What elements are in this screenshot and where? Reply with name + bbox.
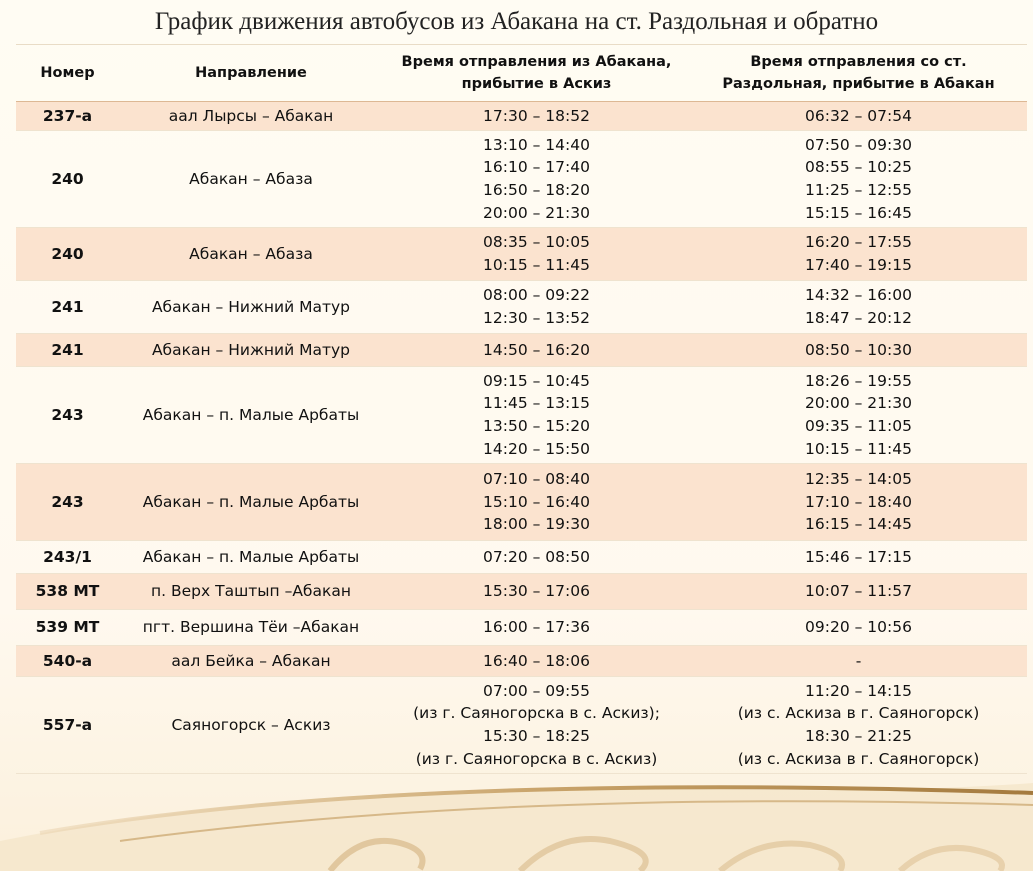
- time-entry: 13:10 – 14:40: [483, 135, 590, 154]
- direction-cell: Абакан – п. Малые Арбаты: [119, 541, 383, 574]
- route-number-cell: 557-а: [16, 677, 119, 774]
- time-entry: 16:50 – 18:20: [483, 181, 590, 199]
- time-entry: 07:50 – 09:30: [805, 135, 912, 154]
- route-number-cell: 243/1: [16, 541, 119, 574]
- time-entry: 17:10 – 18:40: [805, 492, 912, 511]
- time-entry: 18:47 – 20:12: [805, 309, 912, 327]
- departure-from-station-cell: [690, 646, 1027, 677]
- column-header-from-abakan-line1: Время отправления из Абакана,: [401, 54, 672, 70]
- departure-from-station-cell: [690, 281, 1027, 334]
- time-entry: 07:00 – 09:55: [483, 681, 590, 700]
- departure-from-station-cell: [690, 541, 1027, 574]
- departure-from-station-cell: [690, 574, 1027, 610]
- time-entry: (из с. Аскиза в г. Саяногорск): [737, 749, 980, 768]
- direction-cell: аал Бейка – Абакан: [119, 646, 383, 677]
- time-entry: 16:20 – 17:55: [805, 233, 912, 252]
- page-title: График движения автобусов из Абакана на ст. Раздольная и обратно: [154, 8, 879, 35]
- time-entry: 15:10 – 16:40: [483, 492, 590, 511]
- time-entry: 09:35 – 11:05: [805, 417, 912, 435]
- departure-from-station-cell: [690, 677, 1027, 774]
- direction-cell: Абакан – Нижний Матур: [119, 334, 383, 367]
- column-header-from-station-line1: Время отправления со ст.: [750, 54, 967, 70]
- departure-from-abakan-cell: [383, 228, 690, 281]
- table-row: [16, 334, 1027, 367]
- time-entry: 08:50 – 10:30: [805, 340, 912, 359]
- column-header-from-abakan-line2: прибытие в Аскиз: [461, 76, 612, 92]
- departure-from-station-cell: [690, 610, 1027, 646]
- direction-cell: аал Лырсы – Абакан: [119, 102, 383, 131]
- time-entry: 14:50 – 16:20: [483, 340, 590, 359]
- route-number-cell: 241: [16, 281, 119, 334]
- time-entry: (из г. Саяногорска в с. Аскиз): [415, 749, 658, 768]
- time-entry: 20:00 – 21:30: [483, 203, 590, 222]
- table-row: [16, 646, 1027, 677]
- column-header-direction: Направление: [195, 65, 307, 81]
- direction-cell: Абакан – п. Малые Арбаты: [119, 367, 383, 464]
- route-number-cell: 538 МТ: [16, 574, 119, 610]
- departure-from-abakan-cell: [383, 367, 690, 464]
- time-entry: 16:40 – 18:06: [483, 651, 590, 670]
- direction-cell: Саяногорск – Аскиз: [119, 677, 383, 774]
- direction-cell: п. Верх Таштып –Абакан: [119, 574, 383, 610]
- table-row: [16, 541, 1027, 574]
- table-row: [16, 574, 1027, 610]
- time-entry: 08:35 – 10:05: [483, 233, 590, 252]
- time-entry: 11:25 – 12:55: [805, 181, 912, 199]
- column-header-from-station: [690, 45, 1027, 102]
- time-entry: 17:40 – 19:15: [805, 256, 912, 274]
- departure-from-station-cell: [690, 228, 1027, 281]
- time-entry: 17:30 – 18:52: [483, 106, 590, 125]
- route-number-cell: 241: [16, 334, 119, 367]
- time-entry: 14:20 – 15:50: [483, 439, 590, 458]
- departure-from-station-cell: [690, 131, 1027, 228]
- time-entry: 15:30 – 17:06: [483, 582, 590, 601]
- time-entry: 08:00 – 09:22: [483, 286, 590, 305]
- departure-from-station-cell: [690, 367, 1027, 464]
- time-entry: 14:32 – 16:00: [805, 286, 912, 305]
- route-number-cell: 243: [16, 464, 119, 541]
- route-number-cell: 243: [16, 367, 119, 464]
- route-number-cell: 240: [16, 228, 119, 281]
- time-entry: 11:20 – 14:15: [805, 681, 912, 700]
- table-row: [16, 610, 1027, 646]
- departure-from-abakan-cell: [383, 610, 690, 646]
- table-row: [16, 281, 1027, 334]
- time-entry: 18:30 – 21:25: [805, 727, 912, 745]
- table-row: [16, 102, 1027, 131]
- departure-from-station-cell: [690, 464, 1027, 541]
- time-entry: 16:15 – 14:45: [805, 515, 912, 534]
- time-entry: 15:46 – 17:15: [805, 547, 912, 566]
- table-row: [16, 131, 1027, 228]
- time-entry: 15:30 – 18:25: [483, 727, 590, 745]
- direction-cell: Абакан – Нижний Матур: [119, 281, 383, 334]
- table-row: [16, 464, 1027, 541]
- time-entry: 10:15 – 11:45: [483, 256, 590, 274]
- time-entry: 11:45 – 13:15: [483, 394, 590, 413]
- time-entry: 09:20 – 10:56: [805, 618, 912, 637]
- table-body: [16, 102, 1027, 774]
- decorative-ornament: [0, 771, 1033, 871]
- time-entry: -: [855, 651, 862, 670]
- time-entry: 06:32 – 07:54: [805, 106, 912, 125]
- time-entry: 08:55 – 10:25: [805, 158, 912, 177]
- time-entry: 20:00 – 21:30: [805, 394, 912, 413]
- direction-cell: пгт. Вершина Тёи –Абакан: [119, 610, 383, 646]
- time-entry: 16:00 – 17:36: [483, 618, 590, 637]
- departure-from-abakan-cell: [383, 281, 690, 334]
- bus-schedule-table: [16, 45, 1027, 774]
- route-number-cell: 539 МТ: [16, 610, 119, 646]
- time-entry: 12:30 – 13:52: [483, 309, 590, 327]
- time-entry: (из с. Аскиза в г. Саяногорск): [737, 704, 980, 723]
- route-number-cell: 237-а: [16, 102, 119, 131]
- time-entry: 13:50 – 15:20: [483, 417, 590, 435]
- time-entry: (из г. Саяногорска в с. Аскиз);: [413, 704, 660, 723]
- departure-from-abakan-cell: [383, 677, 690, 774]
- route-number-cell: 240: [16, 131, 119, 228]
- time-entry: 10:15 – 11:45: [805, 439, 912, 458]
- time-entry: 07:20 – 08:50: [483, 547, 590, 566]
- departure-from-abakan-cell: [383, 574, 690, 610]
- departure-from-abakan-cell: [383, 646, 690, 677]
- time-entry: 09:15 – 10:45: [483, 371, 590, 390]
- departure-from-abakan-cell: [383, 541, 690, 574]
- departure-from-station-cell: [690, 102, 1027, 131]
- time-entry: 18:00 – 19:30: [483, 515, 590, 534]
- time-entry: 18:26 – 19:55: [805, 371, 912, 390]
- column-header-from-abakan: [383, 45, 690, 102]
- time-entry: 15:15 – 16:45: [805, 203, 912, 222]
- direction-cell: Абакан – Абаза: [119, 131, 383, 228]
- departure-from-abakan-cell: [383, 464, 690, 541]
- column-header-from-station-line2: Раздольная, прибытие в Абакан: [722, 76, 995, 92]
- table-header-row: [16, 45, 1027, 102]
- direction-cell: Абакан – Абаза: [119, 228, 383, 281]
- column-header-number: Номер: [40, 65, 95, 81]
- time-entry: 07:10 – 08:40: [483, 469, 590, 488]
- time-entry: 12:35 – 14:05: [805, 469, 912, 488]
- departure-from-abakan-cell: [383, 102, 690, 131]
- table-row: [16, 677, 1027, 774]
- departure-from-abakan-cell: [383, 334, 690, 367]
- route-number-cell: 540-а: [16, 646, 119, 677]
- departure-from-station-cell: [690, 334, 1027, 367]
- time-entry: 16:10 – 17:40: [483, 158, 590, 177]
- direction-cell: Абакан – п. Малые Арбаты: [119, 464, 383, 541]
- time-entry: 10:07 – 11:57: [805, 582, 912, 601]
- table-row: [16, 228, 1027, 281]
- table-row: [16, 367, 1027, 464]
- departure-from-abakan-cell: [383, 131, 690, 228]
